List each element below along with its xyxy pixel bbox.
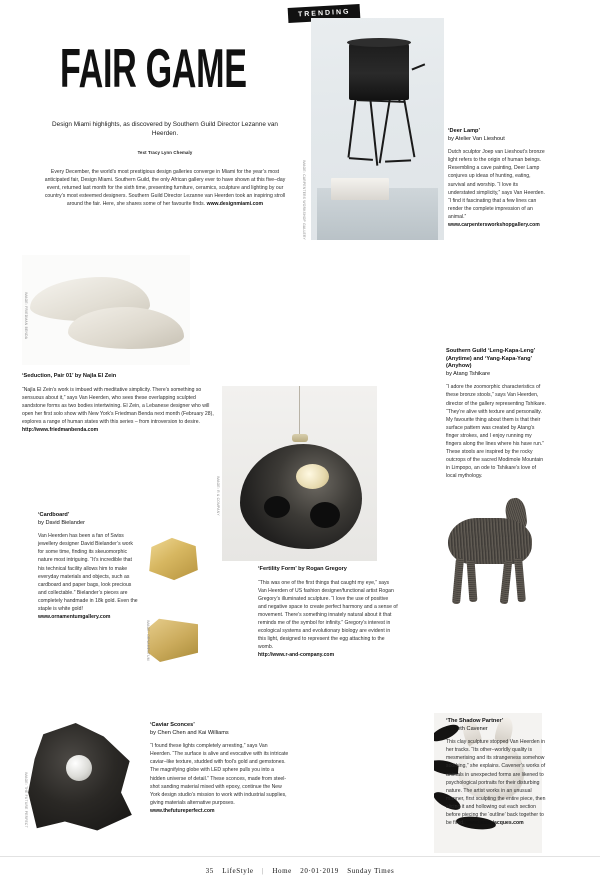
footer <box>0 867 600 875</box>
cardboard-subtitle: by David Bielander <box>38 519 85 526</box>
shadow-url[interactable]: www.jasonjacques.com <box>466 820 524 827</box>
fertility-form-section <box>258 566 398 660</box>
leng-body: “I adore the zoomorphic characteristics of these bronze stools,” says Van Heerden, director of the gallery representing Tshikare. “They’re alive with texture and personality. My favourite thing about them is that their surface pattern was created by Atang’s finger strokes, and I enjoy running my fingers along the lines where his have run.” These stools are inspired by the rocky outcrops of the sacred Modimole Mountain in Limpopo, an ode to Tshikare’s love of local mythology. <box>446 384 546 480</box>
fertility-title: ‘Fertility Form’ by Rogan Gregory <box>258 566 347 572</box>
deer-lamp-title: ‘Deer Lamp’ <box>448 128 481 134</box>
deer-base <box>349 157 373 161</box>
deer-lamp-credit: IMAGE: CARPENTERS WORKSHOP GALLERY <box>302 160 306 241</box>
shadow-title: ‘The Shadow Partner’ <box>446 718 504 724</box>
caviar-sconces-section <box>150 722 290 815</box>
cardboard-title: ‘Cardboard’ <box>38 512 70 518</box>
deer-lamp-shade <box>349 42 409 100</box>
footer-section: LifeStyle <box>222 867 254 875</box>
deer-lamp-section <box>448 128 546 229</box>
seduction-credit: IMAGE: FRIEDMAN BENDA <box>24 292 28 340</box>
deer-lamp-plinth <box>331 178 389 200</box>
caviar-body: “I found these lights completely arresting,” says Van Heerden. “The surface is alive and evocative with its intricate caviar–like texture, studded with fool’s gold and gemstones. The magnifying globe with LED sphere pulls you into a hidden universe of detail.” These sconces, made from steel-shot sanding material mixed with epoxy, continue the New York design studio’s mission to work with industrial supplies, giving materials alternative purposes. <box>150 743 289 806</box>
seduction-body: “Najla El Zein’s work is imbued with meditative simplicity. There’s something so sensuous about it,” says Van Heerden, who sees these overlapping sculpted sandstone forms as two bodies intertwining. El Zein, a Lebanese designer who will open her first solo show with New York’s Friedman Benda next month (February 28), explores a range of human states with this series – from introversion to desire. <box>22 386 214 425</box>
deck-text: Design Miami highlights, as discovered by Southern Guild Director Lezanne van Heerden. <box>52 121 278 138</box>
stool-leg <box>467 560 478 602</box>
deer-lamp-body: Dutch sculptor Joep van Lieshout’s bronze light refers to the origin of human beings. Resembling a cave painting, Deer Lamp conjures up ideas of hunting, eating, survival and worship. “I love its understated simplicity,” says Van Heerden. “I find it fascinating that a few lines can render the complete impression of an animal.” <box>448 149 545 220</box>
intro-url[interactable]: www.designmiami.com <box>206 201 264 208</box>
deer-leg <box>369 96 379 166</box>
shadow-partner-section <box>446 718 546 827</box>
caviar-subtitle: by Chen Chen and Kai Williams <box>150 729 229 736</box>
page-title: FAIR GAME <box>60 37 247 99</box>
deer-leg <box>347 96 357 158</box>
leng-kapa-leng-section <box>446 348 546 481</box>
seduction-url[interactable]: http://www.friedmanbenda.com <box>22 427 99 434</box>
masthead <box>60 37 310 99</box>
deer-antler <box>412 63 426 70</box>
shadow-body: This clay sculpture stopped Van Heerden in her tracks. “Its other–worldly quality is mesmerising and its strangeness somehow soothing,” she explains. Cavener’s works of animals in unexpected forms are likened to psychological portraits for their disturbing nature. The artist works in an unusual manner, first sculpting the entire piece, then slicing it and hollowing out each section before piecing the ‘outline’ back together to be fired. <box>446 739 546 827</box>
fertility-credit: IMAGE: R & COMPANY <box>216 476 220 516</box>
deer-leg <box>379 98 392 164</box>
fertility-url[interactable]: http://www.r-and-company.com <box>258 652 335 659</box>
footer-page-number: 35 <box>205 867 214 875</box>
fertility-aperture <box>310 502 340 528</box>
cardboard-credit: IMAGE: ORNAMENTUM <box>146 620 150 661</box>
footer-separator: | <box>262 867 265 875</box>
caviar-title: ‘Caviar Sconces’ <box>150 722 195 728</box>
leng-subtitle: by Atang Tshikare <box>446 370 491 377</box>
trending-badge: TRENDING <box>288 4 360 23</box>
leng-title: Southern Guild ‘Leng-Kapa-Leng’ (Anytime) and ‘Yang-Kapa-Yang’ (Anyhow) <box>446 348 535 370</box>
caviar-sconces-image <box>22 713 140 853</box>
deer-lamp-url[interactable]: www.carpentersworkshopgallery.com <box>448 222 540 229</box>
deer-leg <box>403 98 416 158</box>
intro-body: Every December, the world’s most prestigious design galleries converge in Miami for the year’s most anticipated fair, Design Miami. Southern Guild, the only African gallery ever to have shown at this five–day event, returned last month for the sixth time, presenting furniture, ceramics, sculpture and lighting by our country’s most esteemed designers. Southern Guild Director Lezanne van Heerden took an inspiring stroll around the fair. Here, she shares some of her favourite finds. <box>44 169 286 208</box>
seduction-title: ‘Seduction, Pair 01’ by Najla El Zein <box>22 373 117 379</box>
deer-base <box>385 159 411 162</box>
caviar-credit: IMAGE: THE FUTURE PERFECT <box>24 772 28 828</box>
cardboard-image <box>142 528 204 688</box>
fertility-form-image <box>222 386 377 561</box>
footer-divider <box>0 856 600 857</box>
stool-leg <box>500 560 513 605</box>
fertility-cord <box>299 386 300 436</box>
cardboard-url[interactable]: www.ornamentumgallery.com <box>38 614 111 621</box>
deer-lamp-image <box>311 18 444 240</box>
byline: Text Tracy Lynn Chemaly <box>137 150 193 155</box>
footer-date: 20·01·2019 <box>300 867 339 875</box>
caviar-url[interactable]: www.thefutureperfect.com <box>150 807 215 814</box>
deer-lamp-subtitle: by Atelier Van Lieshout <box>448 135 505 142</box>
seduction-image <box>22 255 190 365</box>
fertility-aperture <box>264 496 290 518</box>
fertility-sculpture <box>240 444 362 549</box>
fertility-brass-cap <box>292 434 308 442</box>
intro-paragraph <box>40 168 290 208</box>
cardboard-body: Van Heerden has been a fan of Swiss jewellery designer David Bielander’s work for some time, finding its skeuomorphic nature most intriguing. “It’s incredible that his technical facility allows him to make everyday materials and objects, such as cardboard and paper bags, look precious and collectable.” Bielander’s pieces are completely handmade in 18k gold. Even the staple is white gold! <box>38 533 138 613</box>
shadow-subtitle: by Beth Cavener <box>446 725 488 732</box>
footer-subsection: Home <box>272 867 292 875</box>
fertility-lit-aperture <box>296 464 329 489</box>
stool-leg <box>452 558 464 605</box>
cardboard-gold-form <box>146 536 200 582</box>
stool-leg <box>514 558 526 603</box>
footer-publication: Sunday Times <box>347 867 395 875</box>
sconce-led-globe <box>66 755 92 781</box>
seduction-form-b <box>68 307 184 349</box>
fertility-body: “This was one of the first things that caught my eye,” says Van Heerden of US fashion designer/functional artist Rogan Gregory’s illuminated sculpture. “I love the use of positive and negative space to create perfect harmony and a sense of movement. There’s something innately natural about it that reminds me of the symbol for infinity.” Gregory’s interest in ecological systems and evolutionary biology are evident in this light, designed to represent the egg attaching to the womb. <box>258 579 398 651</box>
cardboard-section <box>38 512 138 621</box>
cardboard-box-form <box>148 616 198 662</box>
seduction-section <box>22 373 218 434</box>
leng-kapa-leng-image <box>434 490 544 635</box>
